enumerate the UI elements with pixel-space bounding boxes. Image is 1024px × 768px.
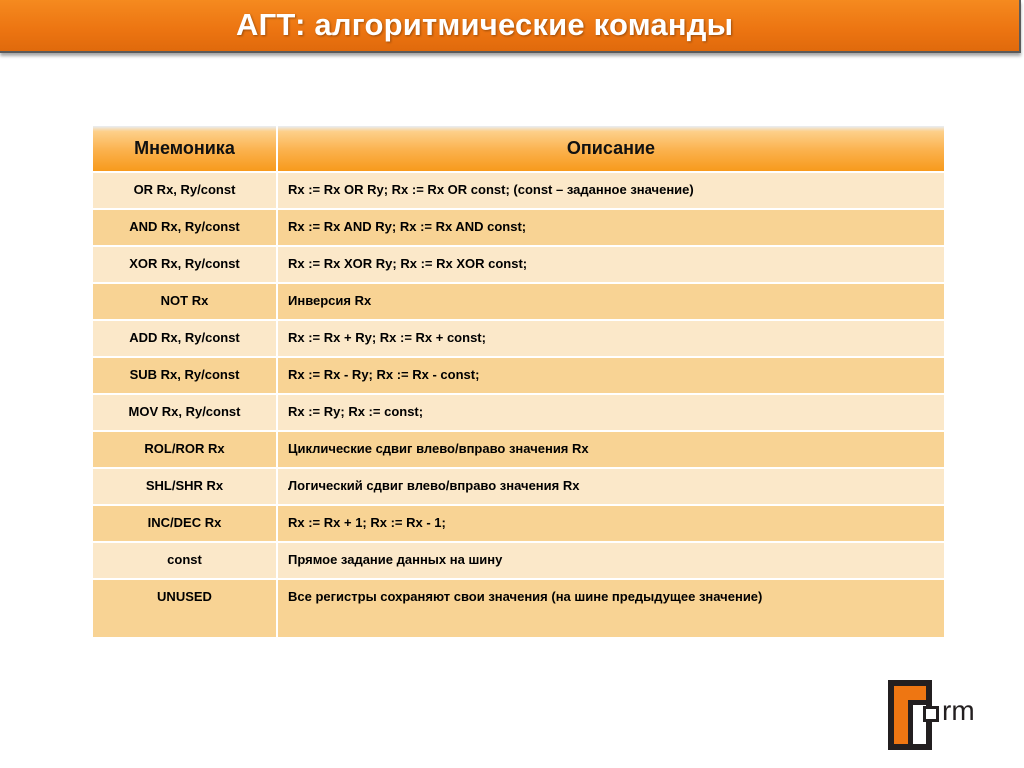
mnemonic-cell: SUB Rx, Ry/const [93,357,277,394]
mnemonic-cell: XOR Rx, Ry/const [93,246,277,283]
table-row [93,320,944,357]
mnemonic-cell: MOV Rx, Ry/const [93,394,277,431]
description-cell: Все регистры сохраняют свои значения (на шине предыдущее значение) [277,579,944,637]
description-cell: Rx := Rx - Ry; Rx := Rx - const; [277,357,944,394]
table-row [93,542,944,579]
table-row [93,394,944,431]
mnemonic-cell: SHL/SHR Rx [93,468,277,505]
table-row [93,468,944,505]
table-row [93,172,944,209]
table-header-row [93,126,944,172]
mnemonic-cell: const [93,542,277,579]
description-cell: Rx := Ry; Rx := const; [277,394,944,431]
description-cell: Циклические сдвиг влево/вправо значения Rx [277,431,944,468]
table-row [93,283,944,320]
mnemonic-cell: ROL/ROR Rx [93,431,277,468]
description-cell: Rx := Rx OR Ry; Rx := Rx OR const; (const – заданное значение) [277,172,944,209]
description-cell: Rx := Rx AND Ry; Rx := Rx AND const; [277,209,944,246]
commands-table [93,126,944,637]
mnemonic-cell: AND Rx, Ry/const [93,209,277,246]
mnemonic-cell: ADD Rx, Ry/const [93,320,277,357]
mnemonic-cell: UNUSED [93,579,277,637]
title-bar [0,0,1021,53]
mnemonic-cell: NOT Rx [93,283,277,320]
description-cell: Rx := Rx + 1; Rx := Rx - 1; [277,505,944,542]
description-cell: Rx := Rx + Ry; Rx := Rx + const; [277,320,944,357]
form-logo-icon [886,678,1006,752]
page-title: АГТ: алгоритмические команды [236,7,734,42]
table-row [93,357,944,394]
table-row [93,579,944,637]
table-row [93,505,944,542]
mnemonic-cell: OR Rx, Ry/const [93,172,277,209]
table-row [93,209,944,246]
column-header-mnemonic: Мнемоника [93,126,277,172]
mnemonic-cell: INC/DEC Rx [93,505,277,542]
logo-text: rm [942,695,975,726]
description-cell: Логический сдвиг влево/вправо значения Rx [277,468,944,505]
description-cell: Прямое задание данных на шину [277,542,944,579]
table-row [93,431,944,468]
description-cell: Rx := Rx XOR Ry; Rx := Rx XOR const; [277,246,944,283]
table-row [93,246,944,283]
description-cell: Инверсия Rx [277,283,944,320]
column-header-description: Описание [277,126,944,172]
form-logo-graphic [886,678,1006,752]
